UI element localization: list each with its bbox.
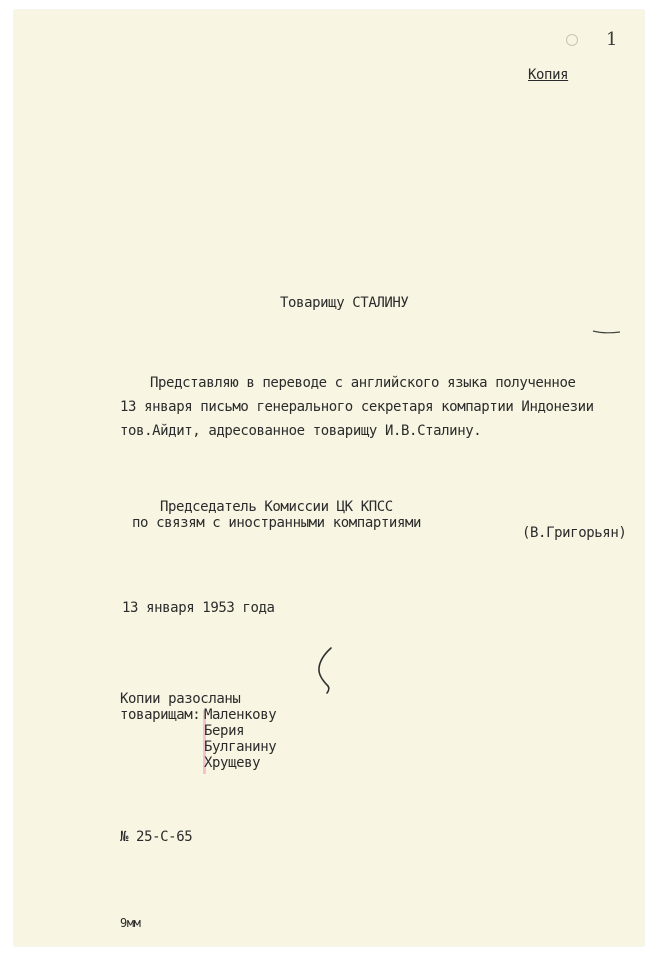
document-number: № 25-С-65 — [120, 829, 193, 845]
addressee: Товарищу СТАЛИНУ — [280, 295, 409, 311]
recipient-malenkov: Маленкову — [204, 707, 277, 723]
recipient-khrushchev: Хрущеву — [204, 755, 261, 771]
body-line-1: Представляю в переводе с английского языка полученное — [150, 375, 576, 391]
typist-mark: 9мм — [120, 916, 141, 930]
copies-label-line-2: товарищам: — [120, 707, 201, 723]
recipient-beria: Берия — [204, 723, 245, 739]
copy-label: Копия — [528, 67, 569, 83]
pen-checkmark — [314, 646, 338, 696]
signature-title-line-1: Председатель Комиссии ЦК КПСС — [160, 499, 393, 515]
page-number: 1 — [606, 29, 618, 50]
document-page — [14, 10, 644, 946]
signature-title-line-2: по связям с иностранными компартиями — [132, 515, 422, 531]
faint-stamp-circle — [566, 34, 578, 46]
recipient-bulganin: Булганину — [204, 739, 277, 755]
body-line-3: тов.Айдит, адресованное товарищу И.В.Сталину. — [120, 423, 482, 439]
body-line-2: 13 января письмо генерального секретаря компартии Индонезии — [120, 399, 594, 415]
pen-dash-mark — [592, 328, 622, 336]
signature-name: (В.Григорьян) — [522, 525, 627, 541]
copies-label-line-1: Копии разосланы — [120, 691, 241, 707]
document-date: 13 января 1953 года — [122, 600, 275, 616]
